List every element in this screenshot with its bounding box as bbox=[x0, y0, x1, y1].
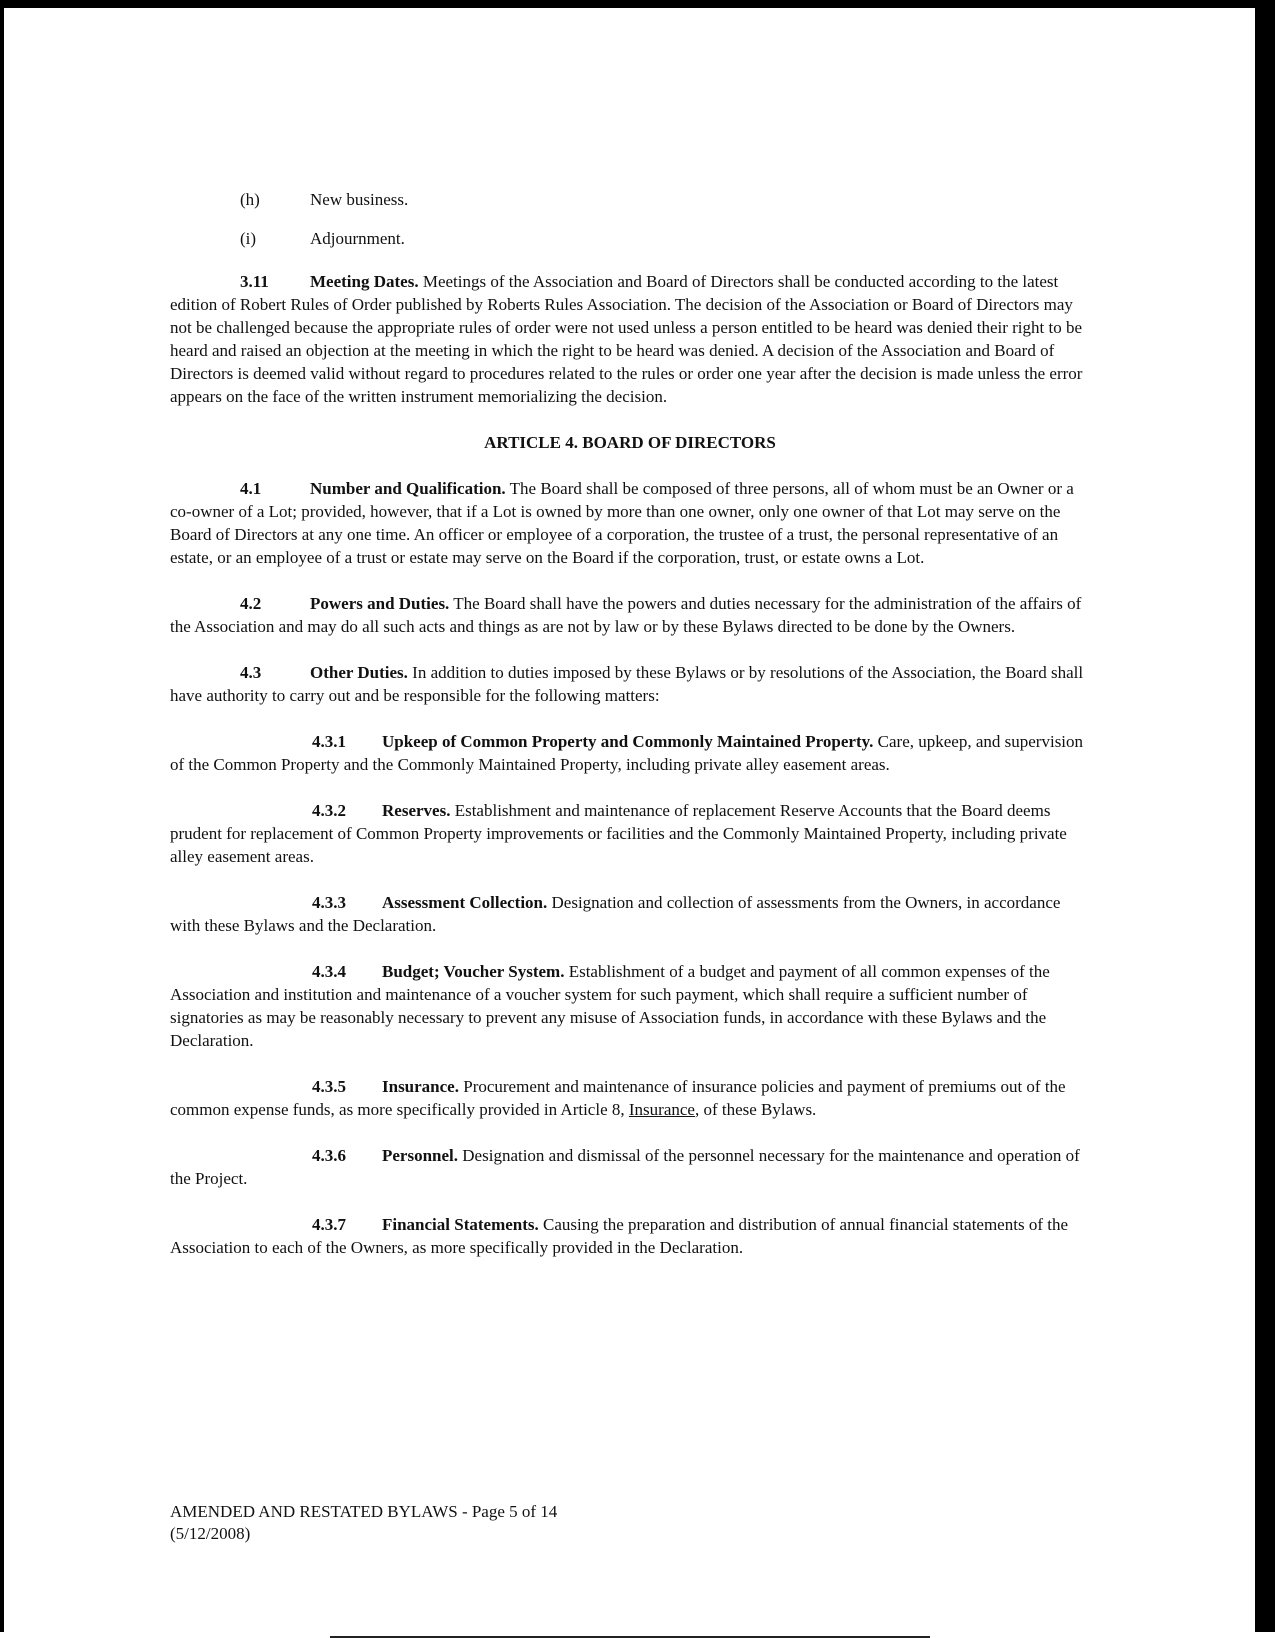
list-text: Adjournment. bbox=[310, 229, 405, 248]
section-number: 4.3.3 bbox=[312, 893, 346, 912]
section-3-11 bbox=[170, 270, 1090, 408]
section-4-3-3 bbox=[170, 891, 1090, 937]
list-label: (i) bbox=[240, 229, 257, 248]
footer-title: AMENDED AND RESTATED BYLAWS - Page 5 of 14 bbox=[170, 1502, 558, 1521]
section-heading: Reserves. bbox=[382, 801, 451, 820]
section-number: 4.3.6 bbox=[312, 1146, 346, 1165]
section-text: Causing the preparation and distribution of annual financial statements of the Association to each of the Owners, as more specifically provided in the Declaration. bbox=[170, 1215, 1068, 1257]
footer-date: (5/12/2008) bbox=[170, 1524, 251, 1543]
section-text: Care, upkeep, and supervision of the Common Property and the Commonly Maintained Property, including private alley easement areas. bbox=[170, 732, 1084, 774]
section-4-3-4 bbox=[170, 960, 1090, 1052]
section-heading: Personnel. bbox=[382, 1146, 459, 1165]
document-body bbox=[170, 188, 1090, 1282]
section-number: 4.1 bbox=[240, 479, 262, 498]
section-heading: Insurance. bbox=[382, 1077, 459, 1096]
section-4-3-6 bbox=[170, 1144, 1090, 1190]
list-item bbox=[170, 188, 1090, 211]
section-heading: Number and Qualification. bbox=[310, 479, 506, 498]
section-number: 3.11 bbox=[240, 272, 269, 291]
list-label: (h) bbox=[240, 190, 260, 209]
section-4-3 bbox=[170, 661, 1090, 707]
section-number: 4.3.5 bbox=[312, 1077, 346, 1096]
section-number: 4.3.7 bbox=[312, 1215, 346, 1234]
section-heading: Budget; Voucher System. bbox=[382, 962, 565, 981]
section-4-3-1 bbox=[170, 730, 1090, 776]
list-text: New business. bbox=[310, 190, 409, 209]
section-heading: Financial Statements. bbox=[382, 1215, 539, 1234]
scan-edge-left bbox=[0, 8, 4, 1632]
section-text: Establishment of a budget and payment of all common expenses of the Association and institution and maintenance of a voucher system for such payment, which shall require a sufficient number of signatories as may be reasonably necessary to prevent any misuse of Association funds, in accordance with these Bylaws and the Declaration. bbox=[170, 962, 1050, 1050]
section-text: Designation and dismissal of the personnel necessary for the maintenance and operation of the Project. bbox=[170, 1146, 1080, 1188]
article-title: ARTICLE 4. BOARD OF DIRECTORS bbox=[484, 433, 776, 452]
section-4-2 bbox=[170, 592, 1090, 638]
scan-edge-right bbox=[1255, 8, 1275, 1632]
section-number: 4.3.2 bbox=[312, 801, 346, 820]
section-heading: Upkeep of Common Property and Commonly Maintained Property. bbox=[382, 732, 874, 751]
section-number: 4.3 bbox=[240, 663, 262, 682]
page-footer bbox=[170, 1501, 557, 1545]
section-text-end: , of these Bylaws. bbox=[694, 1100, 817, 1119]
section-number: 4.2 bbox=[240, 594, 262, 613]
list-item bbox=[170, 227, 1090, 250]
section-heading: Powers and Duties. bbox=[310, 594, 450, 613]
section-4-3-7 bbox=[170, 1213, 1090, 1259]
section-4-3-5 bbox=[170, 1075, 1090, 1121]
section-heading: Other Duties. bbox=[310, 663, 408, 682]
section-text: In addition to duties imposed by these Bylaws or by resolutions of the Association, the Board shall have authority to carry out and be responsible for the following matters: bbox=[170, 663, 1084, 705]
section-text: Procurement and maintenance of insurance policies and payment of premiums out of the common expense funds, as more specifically provided in Article 8, bbox=[170, 1077, 1066, 1119]
section-text: The Board shall have the powers and duties necessary for the administration of the affairs of the Association and may do all such acts and things as are not by law or by these Bylaws directed to be done by the Owners. bbox=[170, 594, 1082, 636]
section-4-1 bbox=[170, 477, 1090, 569]
section-4-3-2 bbox=[170, 799, 1090, 868]
section-number: 4.3.4 bbox=[312, 962, 346, 981]
section-heading: Meeting Dates. bbox=[310, 272, 419, 291]
section-number: 4.3.1 bbox=[312, 732, 346, 751]
section-text: Establishment and maintenance of replacement Reserve Accounts that the Board deems prudent for replacement of Common Property improvements or facilities and the Commonly Maintained Property, including private alley easement areas. bbox=[170, 801, 1067, 866]
section-heading: Assessment Collection. bbox=[382, 893, 548, 912]
section-text: The Board shall be composed of three persons, all of whom must be an Owner or a co-owner of a Lot; provided, however, that if a Lot is owned by more than one owner, only one owner of that Lot may serve on the Board of Directors at any one time. An officer or employee of a corporation, the trustee of a trust, the personal representative of an estate, or an employee of a trust or estate may serve on the Board if the corporation, trust, or estate owns a Lot. bbox=[170, 479, 1074, 567]
section-text: Designation and collection of assessments from the Owners, in accordance with these Bylaws and the Declaration. bbox=[170, 893, 1061, 935]
underlined-reference: Insurance bbox=[628, 1100, 695, 1119]
section-text: Meetings of the Association and Board of Directors shall be conducted according to the latest edition of Robert Rules of Order published by Roberts Rules Association. The decision of the Association or Board of Directors may not be challenged because the appropriate rules of order were not used unless a person entitled to be heard was denied their right to be heard and raised an objection at the meeting in which the right to be heard was denied. A decision of the Association and Board of Directors is deemed valid without regard to procedures related to the rules or order one year after the decision is made unless the error appears on the face of the written instrument memorializing the decision. bbox=[170, 272, 1083, 406]
